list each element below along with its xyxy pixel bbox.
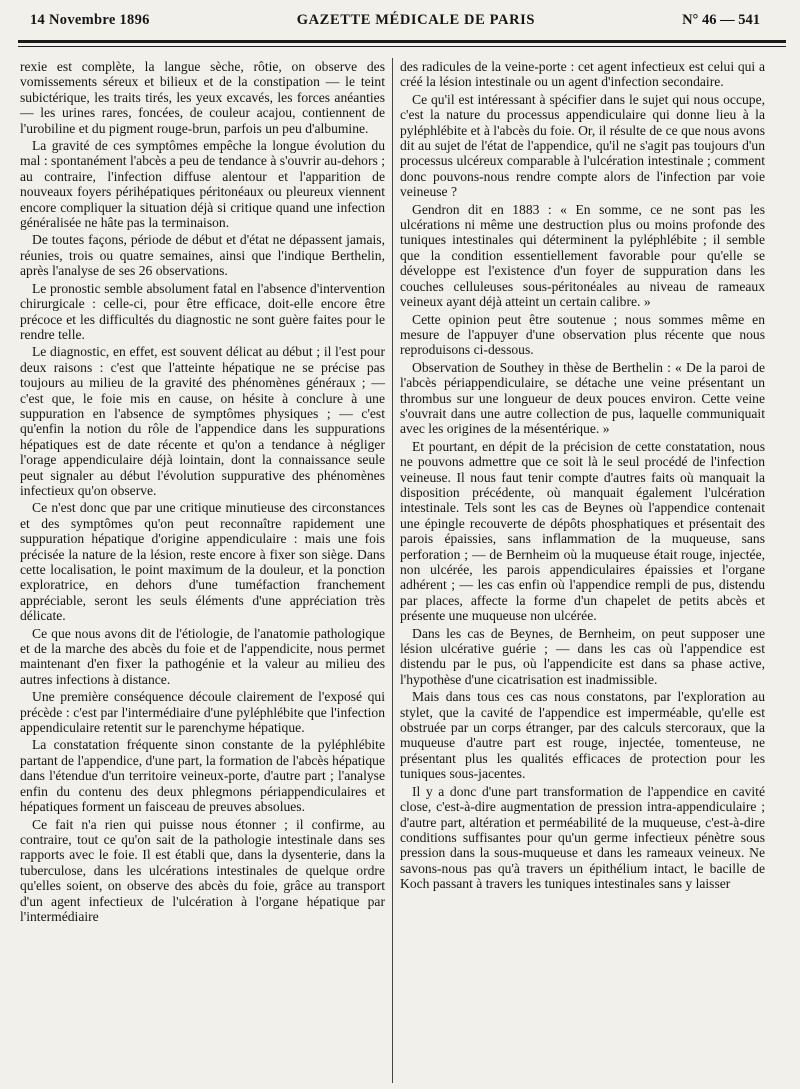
- paragraph: Dans les cas de Beynes, de Bernheim, on peut supposer une lésion ulcérative guérie ; — dans les cas où l'appendice est distendu par le pus, où l'appendicite est dans sa phase active, l'hypothèse d'une cicatrisation est inadmissible.: [400, 625, 765, 687]
- paragraph: Ce fait n'a rien qui puisse nous étonner ; il confirme, au contraire, tout ce qu'on sait de la pathologie intestinale dans ses rapports avec le foie. Il est établi que, dans la dysenterie, dans la tuberculose, dans les ulcérations intestinales de quelque ordre qu'elles soient, on observe des abcès du foie, grâce au transport d'un agent infectieux de l'ulcération à l'organe hépatique par l'intermédiaire: [20, 816, 385, 924]
- header-date: 14 Novembre 1896: [30, 12, 150, 28]
- paragraph: La constatation fréquente sinon constante de la pyléphlébite partant de l'appendice, d'une part, la formation de l'abcès hépatique dans l'étendue d'un territoire veineux-porte, d'autre part ; l'analyse enfin du contenu des deux phlegmons périappendiculaires et hépatiques forment un faisceau de preuves absolues.: [20, 737, 385, 815]
- paragraph: Et pourtant, en dépit de la précision de cette constatation, nous ne pouvons admettre que ce soit là le seul procédé de l'infection veineuse. Il nous faut tenir compte d'autres faits où manquait la disposition précédente, où manquait également l'ulcération intestinale. Tels sont les cas de Beynes où l'appendice contenait une épingle recouverte de dépôts phosphatiques et présentait des parois épaissies, sans inflammation de la muqueuse, sans perforation ; — de Bernheim où la muqueuse était rouge, injectée, non ulcérée, les parois appendiculaires épaissies et l'organe adhérent ; — les cas enfin où l'appendice rempli de pus, distendu par places, affecte la forme d'un chapelet de petits abcès et présente une muqueuse non ulcérée.: [400, 438, 765, 624]
- paragraph: Ce que nous avons dit de l'étiologie, de l'anatomie pathologique et de la marche des abcès du foie et de l'appendicite, nous permet maintenant d'en fixer la pathogénie et la valeur au milieu des autres infections à distance.: [20, 625, 385, 687]
- paragraph: rexie est complète, la langue sèche, rôtie, on observe des vomissements séreux et bilieux et de la constipation — le teint subictérique, les traits tirés, les yeux excavés, les forces anéanties — les urines rares, foncées, de couleur acajou, contiennent de l'urobiline et du pigment rouge-brun, parfois un peu d'albumine.: [20, 59, 385, 136]
- paragraph: Cette opinion peut être soutenue ; nous sommes même en mesure de l'appuyer d'une observation plus récente que nous reproduisons ci-dessous.: [400, 311, 765, 358]
- paragraph: Ce qu'il est intéressant à spécifier dans le sujet qui nous occupe, c'est la nature du processus appendiculaire qui donne lieu à la pyléphlébite et à l'abcès du foie. Or, il résulte de ce que nous avons dit au sujet de l'état de l'appendice, qu'il ne s'agit pas toujours d'un processus ulcéreux comparable à l'ulcération intestinale ; comment donc pouvons-nous rendre compte alors de l'infection par voie veineuse ?: [400, 91, 765, 200]
- paragraph: Mais dans tous ces cas nous constatons, par l'exploration au stylet, que la cavité de l'appendice est imperméable, qu'elle est obstruée par un corps étranger, par des calculs stercoraux, que la muqueuse d'autre part est rouge, injectée, tomenteuse, ne présentant plus les qualités efficaces de protection pour les tuniques sous-jacentes.: [400, 689, 765, 782]
- issue-page-number: N° 46 — 541: [682, 12, 760, 28]
- column-divider: [392, 58, 393, 1083]
- paragraph: Une première conséquence découle clairement de l'exposé qui précède : c'est par l'intermédiaire d'une pyléphlébite que l'infection appendiculaire retentit sur le parenchyme hépatique.: [20, 689, 385, 736]
- right-column: [400, 59, 765, 894]
- paragraph: Il y a donc d'une part transformation de l'appendice en cavité close, c'est-à-dire augmentation de pression intra-appendiculaire ; d'autre part, altération et perméabilité de la muqueuse, c'est-à-dire conditions suffisantes pour qu'un germe infectieux pénètre sous pression dans la sous-muqueuse et dans les rameaux veineux. Ne savons-nous pas qu'à travers un épithélium intact, le bacille de Koch passant à travers les tuniques intestinales sans y laisser: [400, 783, 765, 892]
- running-header: [30, 12, 760, 36]
- paragraph: Le diagnostic, en effet, est souvent délicat au début ; il l'est pour deux raisons : c'est que l'atteinte hépatique ne se précise pas toujours au milieu de la gravité des phénomènes généraux ; — c'est que, le foie mis en cause, on hésite à conclure à une suppuration en l'absence de symptômes physiques ; — c'est qu'enfin la notion du rôle de l'appendice dans les suppurations hépatiques est de date récente et qu'on a tendance à négliger l'orage appendiculaire déjà lointain, dont la connaissance seule peut signaler au début l'évolution suppurative des phénomènes infectieux qu'on observe.: [20, 344, 385, 498]
- paragraph: De toutes façons, période de début et d'état ne dépassent jamais, réunies, trois ou quatre semaines, ainsi que l'indique Berthelin, après l'analyse de ses 26 observations.: [20, 232, 385, 279]
- paragraph: Observation de Southey in thèse de Berthelin : « De la paroi de l'abcès périappendiculaire, se détache une veine présentant un thrombus sur une longueur de deux pouces environ. Cette veine s'ouvrait dans une autre collection de pus, laquelle communiquait avec les origines de la mésentérique. »: [400, 359, 765, 437]
- header-rule-thin: [18, 46, 786, 47]
- left-column: [20, 59, 385, 926]
- paragraph: Ce n'est donc que par une critique minutieuse des circonstances et des symptômes qu'on peut reconnaître rapidement une suppuration hépatique d'origine appendiculaire : mais une fois précisée la nature de la lésion, reste encore à fixer son siège. Dans cette localisation, le point maximum de la douleur, et la ponction exploratrice, en dehors d'une tuméfaction franchement appréciable, seront les seuls éléments d'une appréciation très délicate.: [20, 500, 385, 624]
- header-rule-thick: [18, 40, 786, 43]
- paragraph: des radicules de la veine-porte : cet agent infectieux est celui qui a créé la lésion intestinale ou un agent d'infection secondaire.: [400, 59, 765, 90]
- journal-title: GAZETTE MÉDICALE DE PARIS: [296, 12, 536, 28]
- paragraph: Le pronostic semble absolument fatal en l'absence d'intervention chirurgicale : celle-ci, pour être efficace, doit-elle encore être précoce et les difficultés du diagnostic ne sont guère faites pour le rendre telle.: [20, 280, 385, 342]
- paragraph: Gendron dit en 1883 : « En somme, ce ne sont pas les ulcérations ni même une destruction plus ou moins profonde des tuniques intestinales qui déterminent la pyléphlébite ; il semble que la condition essentiellement favorable pour qu'elle se développe est l'existence d'un foyer de suppuration dans les couches celluleuses sous-péritonéales au niveau de rameaux veineux ayant déjà atteint un certain calibre. »: [400, 201, 765, 310]
- paragraph: La gravité de ces symptômes empêche la longue évolution du mal : spontanément l'abcès a peu de tendance à s'ouvrir au-dehors ; au contraire, l'infection diffuse alentour et l'apparition de nouveaux foyers périhépatiques péritonéaux ou pleureux viennent encore compliquer la situation déjà si critique quand une infection généralisée ne hâte pas la terminaison.: [20, 138, 385, 231]
